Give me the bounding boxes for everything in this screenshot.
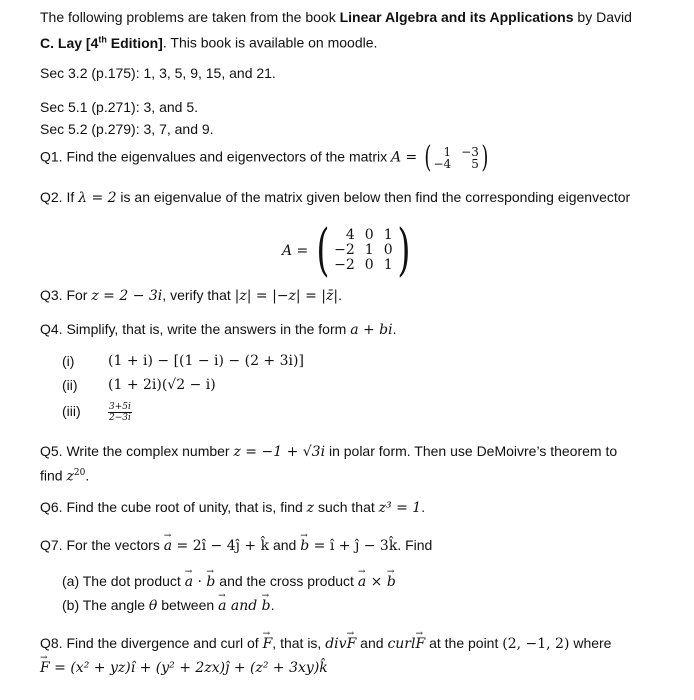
item-label: (i)	[62, 353, 75, 369]
intro-line-2	[40, 30, 377, 52]
question-8-field: → F = (x² + yz)î + (y² + 2zx)ĵ + (z² + 3xy)k̂	[40, 658, 328, 677]
question-8: Q8. Find the divergence and curl of → F, that is, div→ F and curl→ F at the point (2, −1, 2) where	[40, 634, 611, 653]
question-7-part-b: (b) The angle θ between → a and → b.	[62, 596, 275, 615]
item-expression: (1 + 2i)(√2 − i)	[108, 377, 216, 393]
section-line: Sec 3.2 (p.175): 1, 3, 5, 9, 15, and 21.	[40, 65, 276, 81]
question-6: Q6. Find the cube root of unity, that is, find z such that z³ = 1.	[40, 499, 426, 516]
section-line: Sec 5.2 (p.279): 3, 7, and 9.	[40, 121, 214, 137]
question-7-part-a: (a) The dot product → a · → b and the cross product → a × → b	[62, 572, 396, 591]
matrix-3x3-block: A = ( 4 0 1 −2 1 0 −2 0 1 )	[282, 218, 415, 283]
question-1: Q1. Find the eigenvalues and eigenvectors of the matrix A = ( 1 −3 −4 5 )	[40, 146, 491, 170]
author-edition: C. Lay [4th Edition]	[40, 34, 163, 51]
item-expression: (1 + i) − [(1 − i) − (2 + 3i)]	[108, 353, 304, 369]
question-3: Q3. For z = 2 − 3i, verify that |z| = |−z| = |z̄|.	[40, 287, 342, 304]
question-4: Q4. Simplify, that is, write the answers in the form a + bi.	[40, 321, 397, 338]
question-2: Q2. If λ = 2 is an eigenvalue of the matrix given below then find the corresponding eigenvector	[40, 189, 631, 206]
book-title: Linear Algebra and its Applications	[339, 9, 574, 25]
item-label: (iii)	[62, 403, 81, 419]
intro-text: . This book is available on moodle.	[162, 34, 378, 51]
intro-text: by David	[573, 9, 632, 25]
matrix-3x3: ( 4 0 1 −2 1 0 −2 0 1 )	[316, 218, 411, 283]
question-7: Q7. For the vectors → a = 2î − 4ĵ + k̂ and → b = î + ĵ − 3k̂. Find	[40, 536, 432, 555]
item-fraction: $\frac{3+5i}{2-3i}$	[109, 402, 131, 423]
question-5: Q5. Write the complex number z = −1 + √3i in polar form. Then use DeMoivre’s theorem to	[40, 443, 618, 460]
intro-text: The following problems are taken from the book	[40, 9, 340, 25]
section-line: Sec 5.1 (p.271): 3, and 5.	[40, 99, 198, 115]
item-label: (ii)	[62, 377, 78, 393]
matrix-2x2: ( 1 −3 −4 5 )	[424, 140, 489, 175]
intro-line-1	[40, 8, 632, 26]
question-5-line-2: find $z^{20}$.	[40, 467, 90, 485]
